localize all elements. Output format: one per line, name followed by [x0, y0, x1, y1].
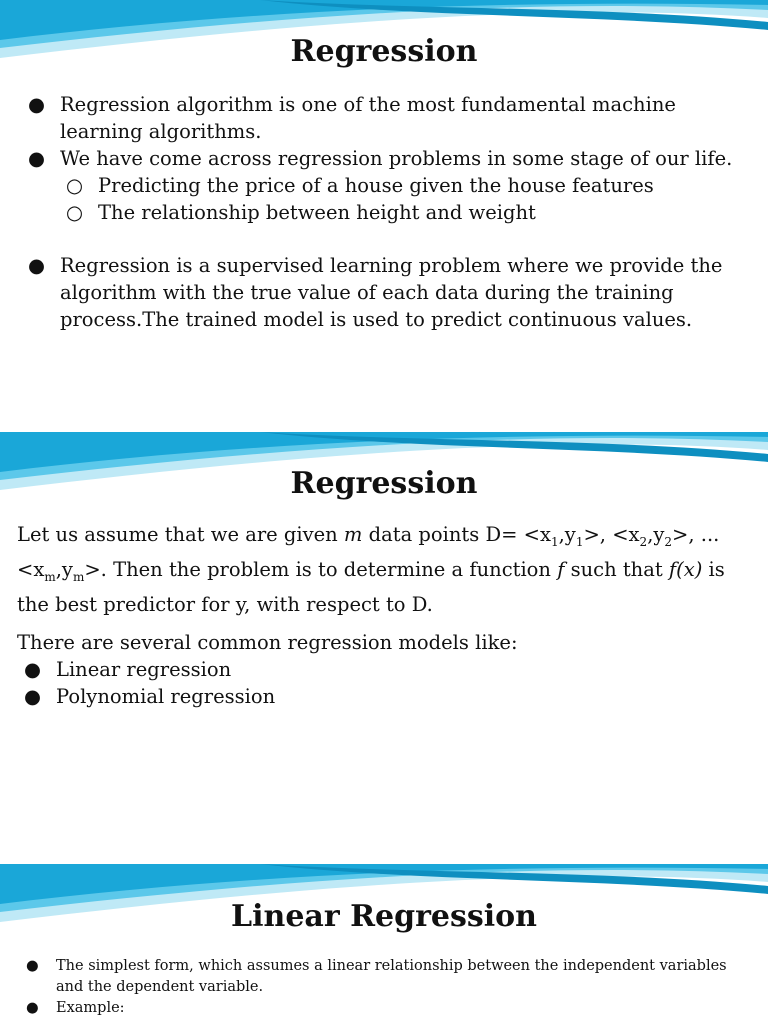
bullet-icon: ●: [28, 93, 46, 116]
list-item: ● Linear regression: [24, 658, 232, 681]
list-item: ● We have come across regression problems in some stage of our life.: [28, 147, 733, 170]
bullet-icon: ●: [24, 658, 42, 681]
sub-bullet-icon: ○: [66, 174, 84, 197]
slide-2-models: [24, 656, 276, 710]
bullet-icon: ●: [28, 254, 46, 277]
list-item: ● The simplest form, which assumes a linear relationship between the independent variables and the dependent variable.: [26, 958, 727, 995]
list-item: ● Regression is a supervised learning problem where we provide the algorithm with the true value of each data during the training process.The trained model is used to predict continuous values.: [28, 254, 723, 331]
slide-1-sub-bullets: [60, 172, 750, 226]
slide-gap: [0, 400, 768, 432]
list-item: ● Polynomial regression: [24, 685, 276, 708]
slide-3-bullets: [26, 956, 746, 1019]
slide-gap: [0, 832, 768, 864]
slide-1-bullet-3: [28, 252, 750, 333]
slide-2-problem-statement: Let us assume that we are given m data points $D= <x_1,y_1>$, $<x_2,y_2>$, ... $<x_m,y_m>$. Then the problem is to determine a function f such that f(x) is the best predictor for y, with respect to D.: [17, 523, 725, 616]
slide-2-title: Regression: [290, 466, 478, 501]
list-item: ● Regression algorithm is one of the most fundamental machine learning algorithms.: [28, 93, 676, 143]
bullet-icon: ●: [28, 147, 46, 170]
list-item: ○ The relationship between height and weight: [66, 201, 536, 224]
sub-bullet-icon: ○: [66, 201, 84, 224]
bullet-icon: ●: [26, 958, 39, 974]
slide-1-title: Regression: [290, 34, 478, 69]
list-item: ● Example:: [56, 998, 746, 1019]
slide-3-title: Linear Regression: [231, 899, 537, 934]
slide-2-intro: There are several common regression models like:: [17, 631, 518, 654]
bullet-icon: ●: [26, 1000, 39, 1016]
bullet-icon: ●: [24, 685, 42, 708]
list-item: ○ Predicting the price of a house given the house features: [66, 174, 654, 197]
slide-1-bullets: [28, 91, 750, 172]
